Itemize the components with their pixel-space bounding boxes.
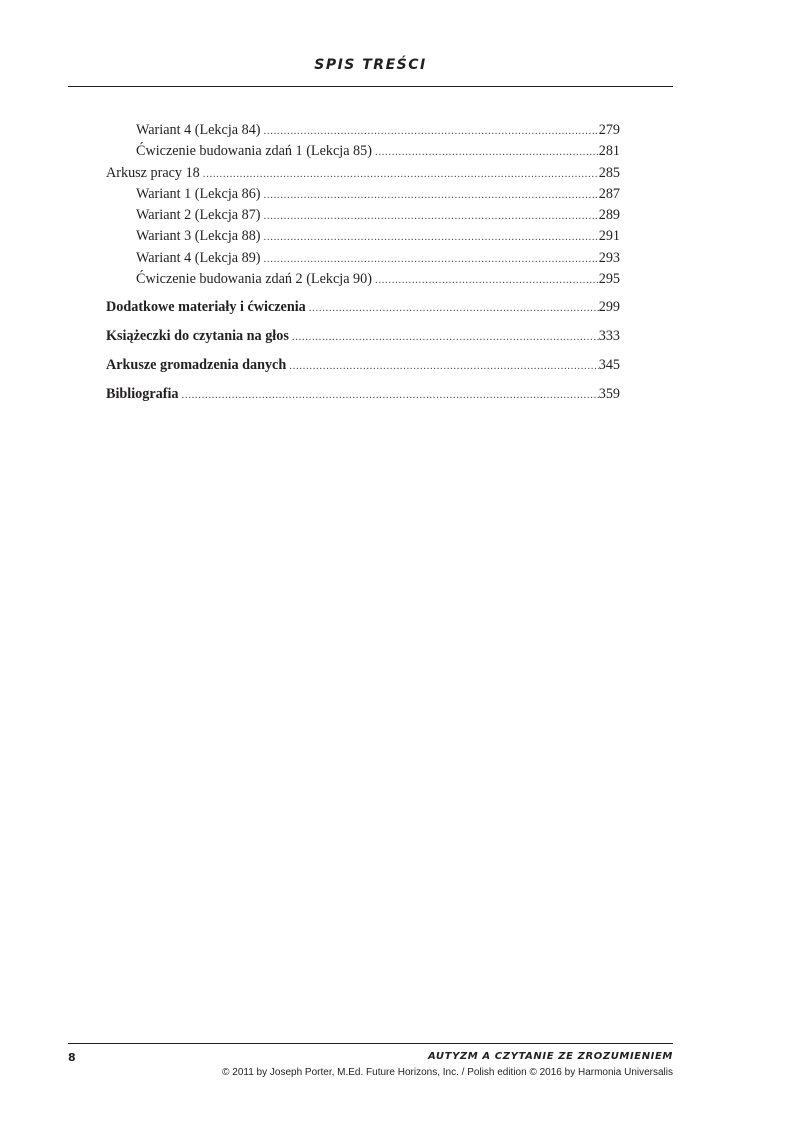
toc-entry[interactable] [106,184,620,205]
toc-dot-leader [372,270,599,291]
toc-entry-title: Wariant 3 (Lekcja 88) [136,228,261,245]
footer-page-number: 8 [68,1051,76,1064]
toc-entry-title: Arkusz pracy 18 [106,164,200,181]
toc-dot-leader [261,249,599,270]
toc-dot-leader [179,381,599,410]
toc-entry-title: Wariant 4 (Lekcja 84) [136,122,261,138]
footer-book-title: AUTYZM A CZYTANIE ZE ZROZUMIENIEM [428,1051,673,1062]
toc-entry-title: Ćwiczenie budowania zdań 2 (Lekcja 90) [136,271,372,288]
toc-entry-title: Wariant 2 (Lekcja 87) [136,207,261,224]
toc-section-entry[interactable] [106,322,620,351]
toc-entry-page: 279 [598,122,620,138]
toc-entry-page: 287 [598,185,620,202]
toc-entry-page: 291 [598,228,620,245]
toc-entry-title: Książeczki do czytania na głos [106,328,289,345]
toc-section-entry[interactable] [106,380,620,409]
toc-entry[interactable] [106,205,620,226]
table-of-contents [106,120,620,409]
toc-entry[interactable] [106,120,620,141]
toc-entry-title: Wariant 4 (Lekcja 89) [136,249,261,266]
toc-dot-leader [261,227,599,248]
footer-divider [68,1043,673,1044]
toc-dot-leader [261,206,599,227]
toc-entry-page: 289 [598,207,620,224]
toc-entry-page: 293 [598,249,620,266]
toc-dot-leader [306,294,599,323]
toc-entry-title: Arkusze gromadzenia danych [106,357,287,374]
toc-dot-leader [261,185,599,206]
toc-entry-page: 359 [598,386,620,403]
toc-entry-title: Dodatkowe materiały i ćwiczenia [106,299,306,316]
toc-entry-page: 299 [598,299,620,316]
toc-entry-page: 281 [598,143,620,160]
toc-dot-leader [372,142,599,163]
toc-entry[interactable] [106,141,620,162]
toc-entry-page: 285 [598,164,620,181]
toc-entry-page: 295 [598,271,620,288]
toc-entry[interactable] [106,226,620,247]
toc-entry-title: Wariant 1 (Lekcja 86) [136,185,261,202]
toc-entry[interactable] [106,269,620,290]
toc-entry[interactable] [106,163,620,184]
toc-entry-page: 345 [598,357,620,374]
toc-dot-leader [289,323,599,352]
toc-dot-leader [261,121,599,142]
toc-section-entry[interactable] [106,351,620,380]
toc-section-entry[interactable] [106,293,620,322]
toc-dot-leader [286,352,598,381]
toc-dot-leader [200,164,599,185]
page-header-title: SPIS TREŚCI [314,57,427,73]
toc-entry-title: Ćwiczenie budowania zdań 1 (Lekcja 85) [136,143,372,160]
footer-copyright: © 2011 by Joseph Porter, M.Ed. Future Horizons, Inc. / Polish edition © 2016 by Harmonia Universalis [222,1067,673,1078]
toc-entry-page: 333 [598,328,620,345]
header-divider [68,86,673,87]
toc-entry-title: Bibliografia [106,386,179,403]
toc-entry[interactable] [106,248,620,269]
